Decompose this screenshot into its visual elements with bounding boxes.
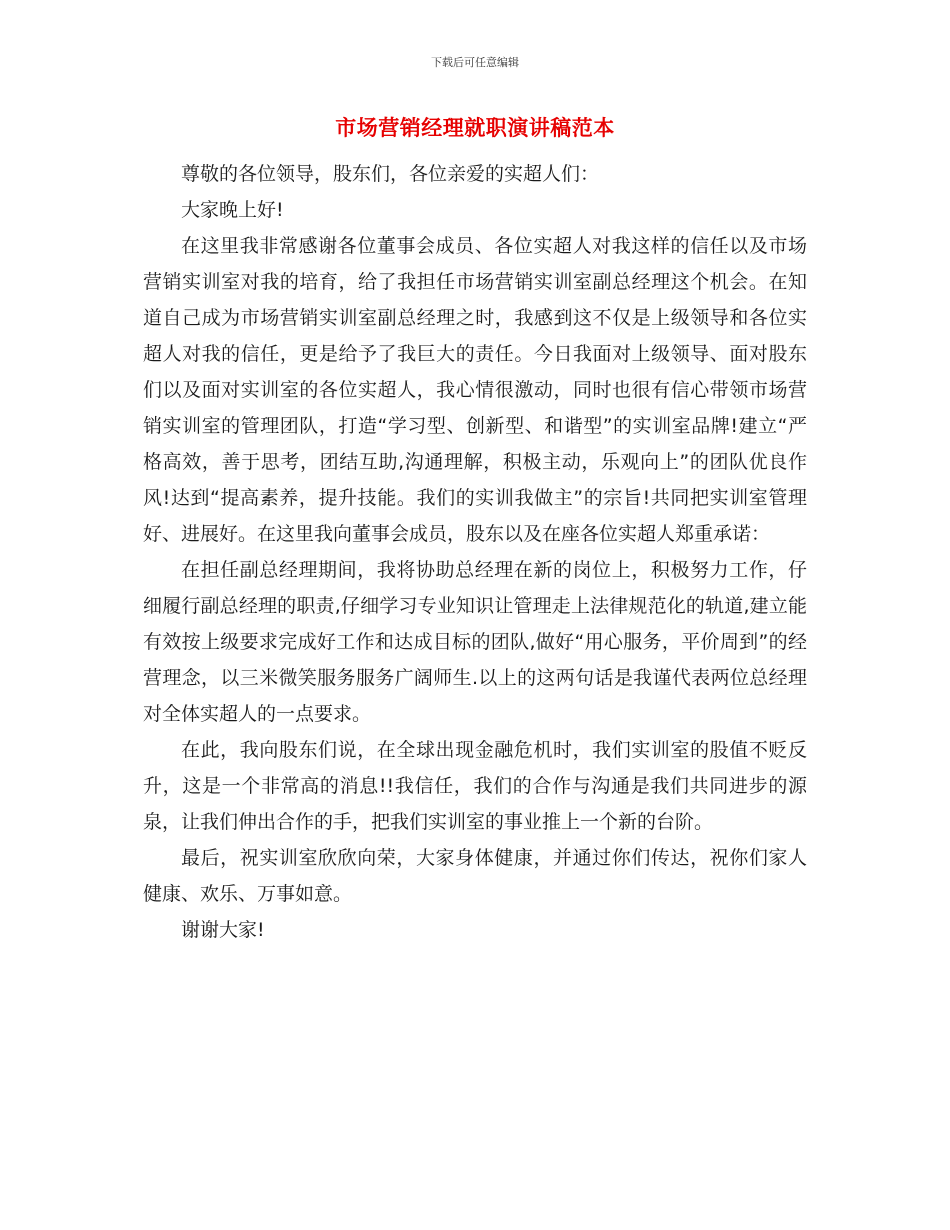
paragraph-shareholders: 在此，我向股东们说，在全球出现金融危机时，我们实训室的股值不贬反升，这是一个非常高的消息!!我信任，我们的合作与沟通是我们共同进步的源泉，让我们伸出合作的手，把我们实训室的事业推上一个新的台阶。 [143, 739, 807, 833]
paragraph-greeting: 大家晚上好! [181, 199, 284, 221]
paragraph-commitment: 在担任副总经理期间，我将协助总经理在新的岗位上，积极努力工作，仔细履行副总经理的职责,仔细学习专业知识让管理走上法律规范化的轨道,建立能有效按上级要求完成好工作和达成目标的团队,做好“用心服务，平价周到”的经营理念，以三米微笑服务服务广阔师生.以上的这两句话是我谨代表两位总经理对全体实超人的一点要求。 [143, 559, 807, 725]
paragraph-wishes: 最后，祝实训室欣欣向荣，大家身体健康，并通过你们传达，祝你们家人健康、欢乐、万事如意。 [143, 847, 807, 905]
document-body [143, 156, 807, 948]
header-note: 下载后可任意编辑 [431, 56, 519, 69]
document-title: 市场营销经理就职演讲稿范本 [335, 115, 615, 140]
paragraph-closing: 谢谢大家! [181, 919, 265, 941]
paragraph-salutation: 尊敬的各位领导，股东们，各位亲爱的实超人们： [181, 163, 600, 185]
paragraph-thanks: 在这里我非常感谢各位董事会成员、各位实超人对我这样的信任以及市场营销实训室对我的培育，给了我担任市场营销实训室副总经理这个机会。在知道自己成为市场营销实训室副总经理之时，我感到这不仅是上级领导和各位实超人对我的信任，更是给予了我巨大的责任。今日我面对上级领导、面对股东们以及面对实训室的各位实超人，我心情很激动，同时也很有信心带领市场营销实训室的管理团队，打造“学习型、创新型、和谐型”的实训室品牌!建立“严格高效，善于思考，团结互助,沟通理解，积极主动，乐观向上”的团队优良作风!达到“提高素养，提升技能。我们的实训我做主”的宗旨!共同把实训室管理好、进展好。在这里我向董事会成员，股东以及在座各位实超人郑重承诺： [143, 235, 807, 545]
